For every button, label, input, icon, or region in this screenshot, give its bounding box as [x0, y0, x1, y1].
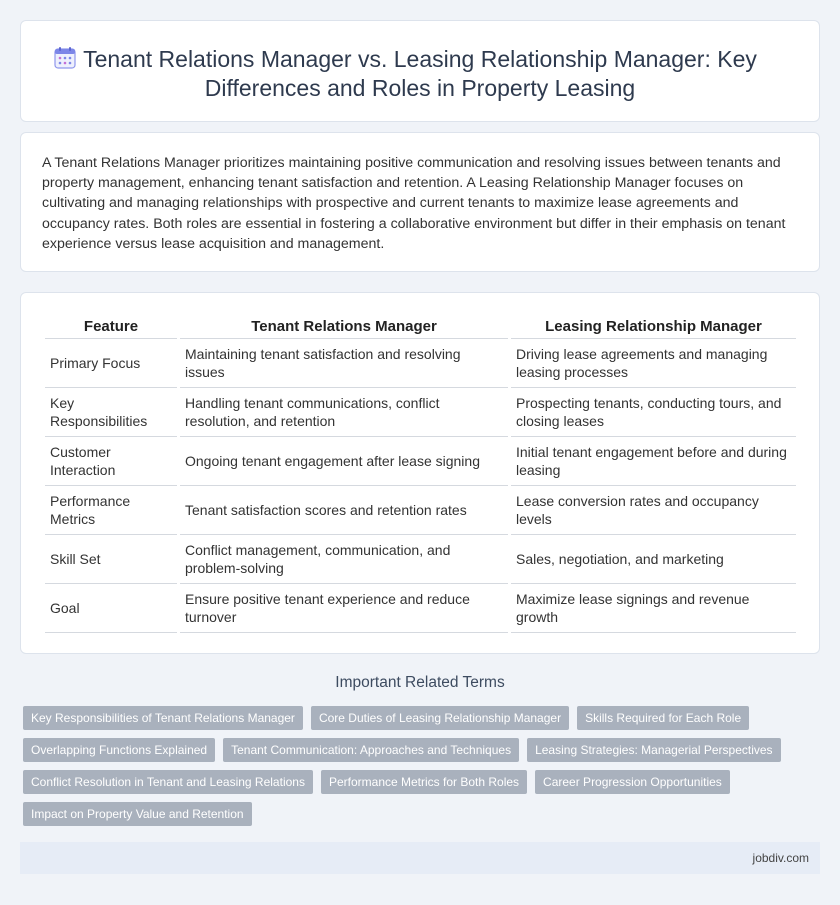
tenant-cell: Ongoing tenant engagement after lease signing [180, 437, 508, 486]
page-title: Tenant Relations Manager vs. Leasing Relationship Manager: Key Differences and Roles in Property Leasing [83, 46, 757, 101]
related-term-tag[interactable]: Career Progression Opportunities [535, 770, 730, 794]
comparison-table-card [20, 292, 820, 654]
leasing-cell: Driving lease agreements and managing leasing processes [511, 339, 796, 388]
related-term-tag[interactable]: Core Duties of Leasing Relationship Manager [311, 706, 569, 730]
tenant-cell: Handling tenant communications, conflict resolution, and retention [180, 388, 508, 437]
feature-cell: Key Responsibilities [45, 388, 177, 437]
feature-cell: Goal [45, 584, 177, 633]
table-row [45, 486, 796, 535]
header-leasing-relationship-manager: Leasing Relationship Manager [511, 315, 796, 339]
tenant-cell: Conflict management, communication, and problem-solving [180, 535, 508, 584]
leasing-cell: Maximize lease signings and revenue growth [511, 584, 796, 633]
related-term-tag[interactable]: Tenant Communication: Approaches and Techniques [223, 738, 519, 762]
leasing-cell: Prospecting tenants, conducting tours, and closing leases [511, 388, 796, 437]
comparison-table [42, 315, 799, 633]
table-row [45, 437, 796, 486]
header-tenant-relations-manager: Tenant Relations Manager [180, 315, 508, 339]
related-term-tag[interactable]: Overlapping Functions Explained [23, 738, 215, 762]
tenant-cell: Maintaining tenant satisfaction and resolving issues [180, 339, 508, 388]
related-terms-title: Important Related Terms [335, 674, 505, 691]
related-term-tag[interactable]: Impact on Property Value and Retention [23, 802, 252, 826]
related-term-tag[interactable]: Leasing Strategies: Managerial Perspectives [527, 738, 780, 762]
leasing-cell: Lease conversion rates and occupancy levels [511, 486, 796, 535]
related-term-tag[interactable]: Performance Metrics for Both Roles [321, 770, 527, 794]
leasing-cell: Initial tenant engagement before and during leasing [511, 437, 796, 486]
feature-cell: Skill Set [45, 535, 177, 584]
summary-card [20, 132, 820, 272]
related-term-tag[interactable]: Skills Required for Each Role [577, 706, 749, 730]
leasing-cell: Sales, negotiation, and marketing [511, 535, 796, 584]
related-terms-list [23, 706, 803, 826]
footer-site-link[interactable]: jobdiv.com [752, 851, 809, 865]
table-row [45, 339, 796, 388]
related-term-tag[interactable]: Key Responsibilities of Tenant Relations Manager [23, 706, 303, 730]
related-term-tag[interactable]: Conflict Resolution in Tenant and Leasing Relations [23, 770, 313, 794]
header-feature: Feature [45, 315, 177, 339]
tenant-cell: Ensure positive tenant experience and reduce turnover [180, 584, 508, 633]
title-card [20, 20, 820, 122]
feature-cell: Customer Interaction [45, 437, 177, 486]
footer [20, 842, 820, 874]
feature-cell: Performance Metrics [45, 486, 177, 535]
table-row [45, 388, 796, 437]
tenant-cell: Tenant satisfaction scores and retention rates [180, 486, 508, 535]
feature-cell: Primary Focus [45, 339, 177, 388]
table-row [45, 584, 796, 633]
table-row [45, 535, 796, 584]
table-header-row [45, 315, 796, 339]
summary-text: A Tenant Relations Manager prioritizes maintaining positive communication and resolving issues between tenants and property management, enhancing tenant satisfaction and retention. A Leasing Relationship Manager focuses on cultivating and managing relationships with prospective and current tenants to maximize lease agreements and occupancy rates. Both roles are essential in fostering a collaborative environment but differ in their emphasis on tenant experience versus lease acquisition and management. [42, 155, 786, 252]
